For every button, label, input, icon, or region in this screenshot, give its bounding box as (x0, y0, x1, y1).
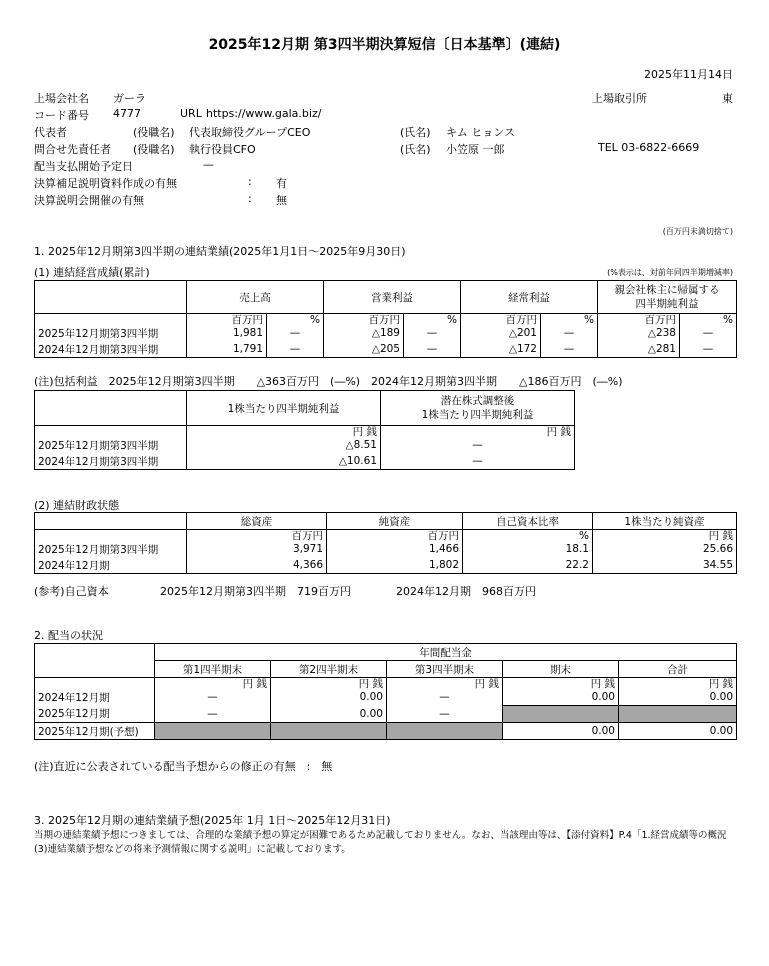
unit-diluted: 円 銭 (381, 426, 575, 438)
equity-note-prior: 2024年12月期 968百万円 (396, 585, 536, 598)
unit-sales-pct: % (267, 314, 324, 326)
cell: 25.66 (593, 541, 737, 557)
comprehensive-income-note: (注)包括利益 2025年12月期第3四半期 △363百万円 (―%) 2024年12月期第3四半期 △186百万円 (―%) (34, 375, 623, 388)
cell: — (404, 325, 461, 341)
row-label: 2024年12月期第3四半期 (35, 341, 187, 358)
table-row (35, 723, 737, 740)
cell: △201 (461, 325, 541, 341)
cell: 1,802 (327, 557, 463, 574)
results-table (34, 280, 737, 358)
unit-ord-pct: % (541, 314, 598, 326)
company-label: 上場会社名 (34, 92, 89, 105)
financial-table (34, 512, 737, 574)
header-diluted-line2: 1株当たり四半期純利益 (421, 409, 534, 421)
header-net-income (598, 281, 737, 314)
cell-blank (619, 706, 737, 723)
fin-corner (35, 513, 187, 530)
unit-op-pct: % (404, 314, 461, 326)
unit-net-pct: % (680, 314, 737, 326)
url-link[interactable]: https://www.gala.biz/ (206, 107, 322, 120)
unit-row-label (35, 426, 187, 438)
cell: — (541, 341, 598, 358)
cell: 0.00 (503, 723, 619, 740)
row-label: 2025年12月期 (35, 706, 155, 723)
unit-q1: 円 銭 (155, 678, 271, 690)
unit-equity-ratio: % (463, 530, 593, 542)
unit-q3: 円 銭 (387, 678, 503, 690)
unit-row-label (35, 530, 187, 542)
unit-total-assets: 百万円 (187, 530, 327, 542)
cell: △238 (598, 325, 680, 341)
cell: △189 (324, 325, 404, 341)
meeting-colon: : (248, 192, 252, 205)
supp-label: 決算補足説明資料作成の有無 (34, 177, 177, 190)
contact-title-label: (役職名) (133, 143, 175, 156)
cell-blank (387, 723, 503, 740)
unit-sales: 百万円 (187, 314, 267, 326)
tel: TEL 03-6822-6669 (598, 141, 700, 154)
cell: 18.1 (463, 541, 593, 557)
unit-net-assets: 百万円 (327, 530, 463, 542)
report-date: 2025年11月14日 (644, 68, 733, 81)
eps-corner (35, 391, 187, 426)
section1-title: 1. 2025年12月期第3四半期の連結業績(2025年1月1日～2025年9月30日) (34, 245, 406, 258)
cell: 0.00 (619, 723, 737, 740)
cell: — (387, 689, 503, 706)
header-total-assets: 総資産 (187, 513, 327, 530)
header-bps: 1株当たり純資産 (593, 513, 737, 530)
row-label: 2025年12月期第3四半期 (35, 437, 187, 453)
cell: 0.00 (503, 689, 619, 706)
table-row (35, 453, 575, 470)
row-label: 2024年12月期第3四半期 (35, 453, 187, 470)
header-q3: 第3四半期末 (387, 661, 503, 678)
header-q1: 第1四半期末 (155, 661, 271, 678)
unit-op: 百万円 (324, 314, 404, 326)
section1-sub1-note: (%表示は、対前年同四半期増減率) (607, 268, 733, 277)
unit-row-label (35, 678, 155, 690)
rep-label: 代表者 (34, 126, 67, 139)
cell-blank (503, 706, 619, 723)
rep-name-label: (氏名) (400, 126, 431, 139)
header-eps: 1株当たり四半期純利益 (187, 391, 381, 426)
contact-name: 小笠原 一郎 (446, 143, 505, 156)
dividend-start-value: — (203, 158, 214, 171)
header-equity-ratio: 自己資本比率 (463, 513, 593, 530)
cell: — (387, 706, 503, 723)
row-label: 2025年12月期(予想) (35, 723, 155, 740)
meeting-label: 決算説明会開催の有無 (34, 194, 144, 207)
header-diluted-line1: 潜在株式調整後 (440, 395, 515, 407)
cell-blank (271, 723, 387, 740)
cell: △10.61 (187, 453, 381, 470)
unit-total: 円 銭 (619, 678, 737, 690)
cell: — (680, 325, 737, 341)
row-label: 2025年12月期第3四半期 (35, 541, 187, 557)
header-operating-income: 営業利益 (324, 281, 461, 314)
row-label: 2024年12月期 (35, 557, 187, 574)
cell: △205 (324, 341, 404, 358)
unit-bps: 円 銭 (593, 530, 737, 542)
cell: △172 (461, 341, 541, 358)
cell: — (381, 437, 575, 453)
exchange-value: 東 (722, 92, 733, 105)
header-diluted-eps (381, 391, 575, 426)
cell: 3,971 (187, 541, 327, 557)
unit-q2: 円 銭 (271, 678, 387, 690)
results-corner (35, 281, 187, 314)
header-net-assets: 純資産 (327, 513, 463, 530)
cell: 0.00 (271, 689, 387, 706)
cell: — (155, 689, 271, 706)
section3-title: 3. 2025年12月期の連結業績予想(2025年 1月 1日～2025年12月31日) (34, 814, 391, 827)
cell: 0.00 (271, 706, 387, 723)
unit-year-end: 円 銭 (503, 678, 619, 690)
table-row (35, 437, 575, 453)
equity-note-label: (参考)自己資本 (34, 585, 109, 598)
dividend-start-label: 配当支払開始予定日 (34, 160, 133, 173)
rep-name: キム ヒョンス (446, 126, 516, 139)
header-ordinary-income: 経常利益 (461, 281, 598, 314)
contact-title: 執行役員CFO (189, 143, 256, 156)
cell: 4,366 (187, 557, 327, 574)
equity-note-current: 2025年12月期第3四半期 719百万円 (160, 585, 351, 598)
cell: — (680, 341, 737, 358)
cell-blank (155, 723, 271, 740)
table-row (35, 341, 737, 358)
table-row (35, 557, 737, 574)
cell: 0.00 (619, 689, 737, 706)
supp-colon: : (248, 175, 252, 188)
header-year-end: 期末 (503, 661, 619, 678)
unit-note: (百万円未満切捨て) (662, 227, 733, 236)
cell: — (267, 325, 324, 341)
unit-ord: 百万円 (461, 314, 541, 326)
header-sales: 売上高 (187, 281, 324, 314)
header-annual-dividend: 年間配当金 (155, 644, 737, 661)
meeting-value: 無 (276, 194, 287, 207)
row-label: 2024年12月期 (35, 689, 155, 706)
rep-title: 代表取締役グループCEO (189, 126, 311, 139)
table-row (35, 541, 737, 557)
url-label: URL (180, 107, 202, 120)
cell: 1,791 (187, 341, 267, 358)
cell: — (267, 341, 324, 358)
section1-sub2: (2) 連結財政状態 (34, 499, 120, 512)
company-name: ガーラ (113, 92, 146, 105)
contact-name-label: (氏名) (400, 143, 431, 156)
cell: — (155, 706, 271, 723)
header-total: 合計 (619, 661, 737, 678)
code-label: コード番号 (34, 109, 89, 122)
table-row (35, 706, 737, 723)
section2-title: 2. 配当の状況 (34, 629, 103, 642)
cell: 22.2 (463, 557, 593, 574)
supp-value: 有 (276, 177, 287, 190)
cell: — (541, 325, 598, 341)
div-corner (35, 644, 155, 678)
code-value: 4777 (113, 107, 141, 120)
unit-row-label (35, 314, 187, 326)
cell: 34.55 (593, 557, 737, 574)
cell: △281 (598, 341, 680, 358)
table-row (35, 325, 737, 341)
unit-net: 百万円 (598, 314, 680, 326)
cell: — (404, 341, 461, 358)
eps-table (34, 390, 575, 470)
unit-eps: 円 銭 (187, 426, 381, 438)
contact-label: 問合せ先責任者 (34, 143, 111, 156)
section1-sub1: (1) 連結経営成績(累計) (34, 266, 150, 279)
cell: — (381, 453, 575, 470)
header-q2: 第2四半期末 (271, 661, 387, 678)
dividend-table (34, 643, 737, 740)
table-row (35, 689, 737, 706)
page-title: 2025年12月期 第3四半期決算短信〔日本基準〕(連結) (208, 37, 561, 53)
header-net-income-line2: 四半期純利益 (635, 298, 699, 310)
header-net-income-line1: 親会社株主に帰属する (614, 284, 720, 296)
cell: 1,466 (327, 541, 463, 557)
cell: 1,981 (187, 325, 267, 341)
dividend-revision-note: (注)直近に公表されている配当予想からの修正の有無 : 無 (34, 760, 333, 773)
exchange-label: 上場取引所 (592, 92, 647, 105)
row-label: 2025年12月期第3四半期 (35, 325, 187, 341)
cell: △8.51 (187, 437, 381, 453)
section3-body: 当期の連結業績予想につきましては、合理的な業績予想の算定が困難であるため記載しておりません。なお、当該理由等は、【添付資料】P.4「1.経営成績等の概況(3)連結業績予想などの将来予測情報に関する説明」に記載しております。 (34, 830, 727, 855)
rep-title-label: (役職名) (133, 126, 175, 139)
